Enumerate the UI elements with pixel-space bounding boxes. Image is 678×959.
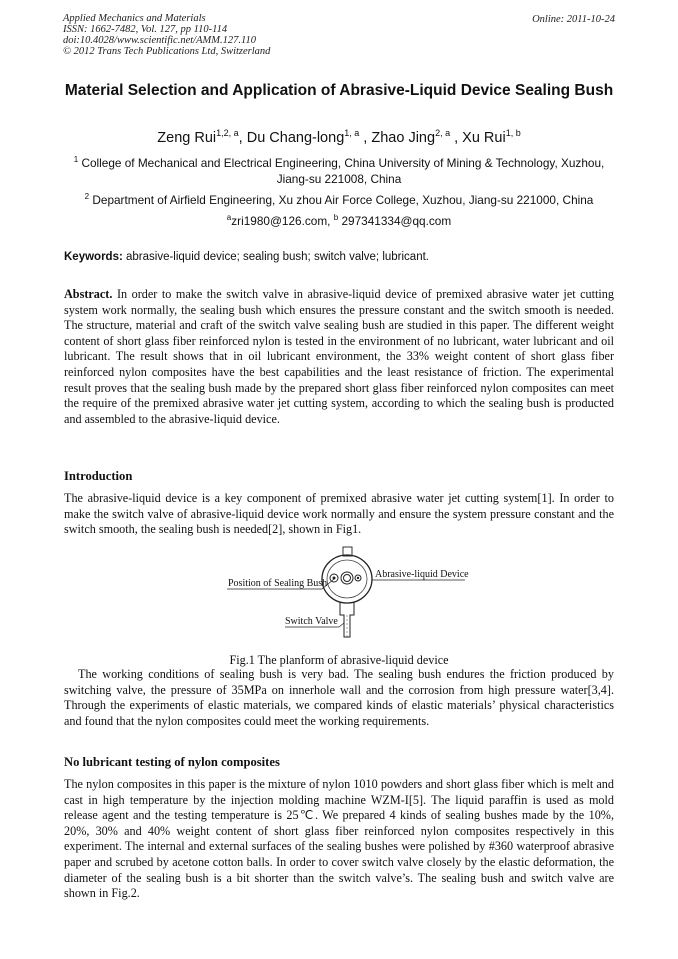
journal-name: Applied Mechanics and Materials [63,13,206,24]
issn-line: ISSN: 1662-7482, Vol. 127, pp 110-114 [63,24,228,35]
figure-1 [225,545,475,647]
author-name: Zeng Rui [157,130,217,146]
label-device: Abrasive-liquid Device [375,569,469,580]
email-mark: a [226,213,232,222]
email-address: zri1980@126.com [231,214,328,228]
label-sealing-bush: Position of Sealing Bush [228,578,328,589]
affiliation-1 [66,155,612,187]
working-conditions-text: The working conditions of sealing bush is very bad. The sealing bush endures the friction produced by switching valve, the pressure of 35MPa on innerhole wall and the corrosion from high pressure water[3,4]. Through the experiments of elastic materials, we compared kinds of elastic materials’ physical characteristics and found that the nylon composites could meet the working requirements. [64,667,614,728]
figure-1-caption: Fig.1 The planform of abrasive-liquid device [229,653,449,667]
copyright-line: © 2012 Trans Tech Publications Ltd, Switzerland [63,46,271,57]
abstract-label: Abstract. [64,287,113,301]
author-affiliation-mark: 1, b [505,128,521,138]
nylon-composites-paragraph: The nylon composites in this paper is the mixture of nylon 1010 powders and short glass fiber which is melt and cast in high temperature by the injection molding machine WZM-I[5]. The liquid paraffin is used as mold release agent and the testing temperature is 25℃. We prepared 4 kinds of sealing bushes made by the 10%, 20%, 30% and 40% weight content of short glass fiber reinforced nylon composites respectively in this experiment. The internal and external surfaces of the sealing bushes were polished by #360 waterproof abrasive paper and scrubed by acetone cotton balls. In order to cover switch valve closely by the elastic deformation, the diameter of the sealing bush is a bit shorter than the switch valve’s. The sealing bush and switch valve are shown in Fig.2. [64,777,614,901]
affiliation-mark: 1 [73,155,79,164]
affiliation-mark: 2 [84,192,90,201]
paper-title: Material Selection and Application of Abrasive-Liquid Device Sealing Bush [64,82,614,99]
author-name: Du Chang-long [246,130,345,146]
device-diagram [225,545,475,647]
working-conditions-paragraph [64,667,614,729]
abstract [64,287,614,427]
author-name: Zhao Jing [371,130,436,146]
journal-header [63,13,270,57]
email-mark: b [333,213,339,222]
introduction-paragraph: The abrasive-liquid device is a key component of premixed abrasive water jet cutting system[1]. In order to make the switch valve of abrasive-liquid device work normally and ensure the system pressure constant and the switch smooth, the sealing bush is needed[2], shown in Fig1. [64,491,614,537]
keywords [64,250,616,265]
author-affiliation-mark: 1,2, a [216,128,239,138]
affiliation-text: Department of Airfield Engineering, Xu zhou Air Force College, Xuzhou, Jiang-su 221000, China [92,193,594,207]
author-emails: $^a$zri1980@126.com, $^b$ 297341334@qq.com [226,213,452,228]
affiliation-text: College of Mechanical and Electrical Engineering, China University of Mining & Technology, Xuzhou, Jiang-su 221008, China [81,156,605,186]
author-affiliation-mark: 2, a [435,128,451,138]
author-list: Zeng Rui$^{1,2, a}$, Du Chang-long$^{1, a}$ , Zhao Jing$^{2, a}$ , Xu Rui$^{1, b}$ [157,128,521,146]
author-affiliation-mark: 1, a [344,128,360,138]
introduction-heading: Introduction [64,469,133,483]
online-date: Online: 2011-10-24 [532,14,615,25]
email-address: 297341334@qq.com [341,214,452,228]
keywords-label: Keywords: [64,251,123,263]
label-switch-valve: Switch Valve [285,616,338,627]
author-name: Xu Rui [462,130,506,146]
doi-line: doi:10.4028/www.scientific.net/AMM.127.110 [63,35,256,46]
abstract-text: In order to make the switch valve in abrasive-liquid device of premixed abrasive water jet cutting system work normally, the sealing bush which ensures the pressure constant and the switch smooth is needed. The structure, material and craft of the switch valve sealing bush are studied in this paper. The different weight content of short glass fiber reinforced nylon is tested in the environment of no lubricant, water lubricant and oil lubricant. The result shows that in oil lubricant environment, the 33% weight content of short glass fiber reinforced nylon composites have the best capabilities and the least resistance of friction. The experimental result proves that the sealing bush made by the prepared short glass fiber reinforced nylon composites can meet the require of the premixed abrasive water jet cutting system, according to which the sealing bush is producted and assembled to the abrasive-liquid device. [64,287,614,426]
affiliation-2 [60,192,618,208]
keywords-text: abrasive-liquid device; sealing bush; switch valve; lubricant. [126,251,429,263]
section-heading-no-lubricant: No lubricant testing of nylon composites [64,755,280,769]
